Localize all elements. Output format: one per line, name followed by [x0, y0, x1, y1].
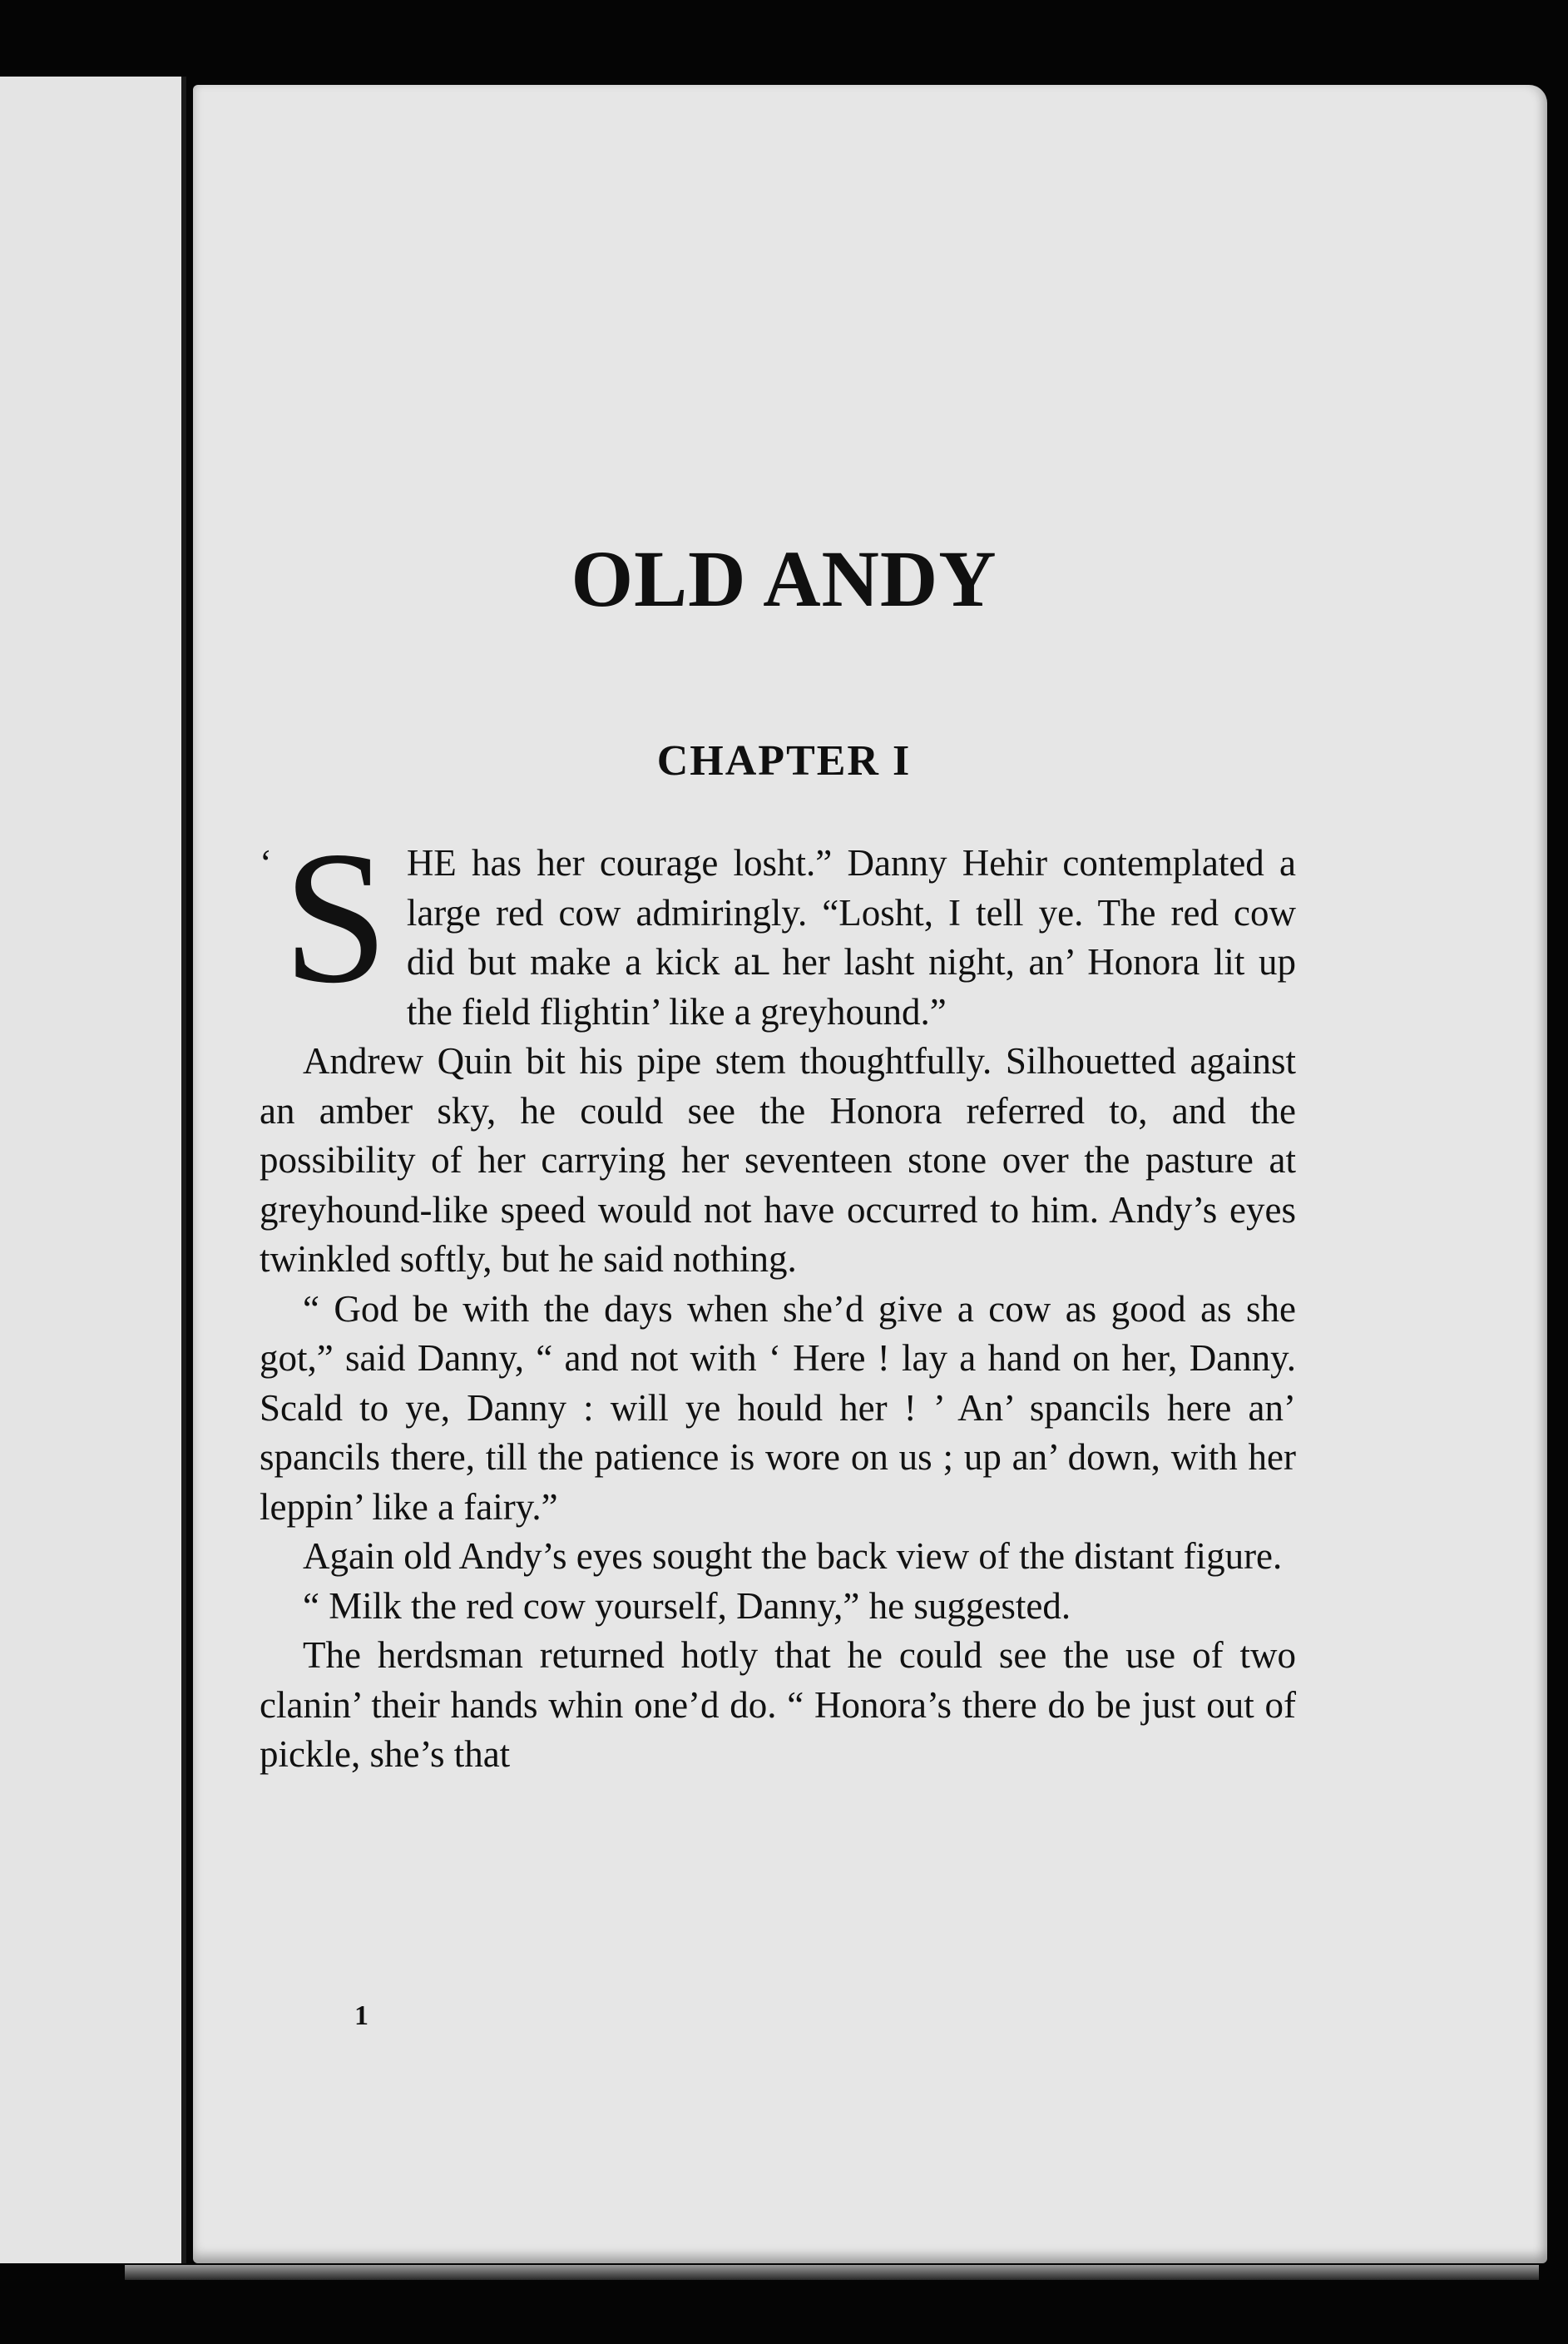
opening-paragraph-text: HE has her courage losht.” Danny Hehir contemplated a large red cow admiringly. “Losht, I tell ye. The red cow did but make a kick aւ her lasht night, an’ Honora lit up the field flightin’ like a greyhound.” [406, 842, 1296, 1033]
paragraph: Andrew Quin bit his pipe stem thoughtfully. Silhouetted against an amber sky, he could see the Honora referred to, and the possibility of her carrying her seventeen stone over the pasture at greyhound-like speed would not have occurred to him. Andy’s eyes twinkled softly, but he said nothing. [260, 1040, 1296, 1280]
drop-cap: S [283, 813, 388, 1023]
paragraph: Again old Andy’s eyes sought the back view of the distant figure. [303, 1535, 1283, 1577]
chapter-text [260, 813, 1296, 1780]
page-bottom-edge [125, 2265, 1539, 2280]
facing-page-edge [0, 77, 186, 2263]
opening-paragraph [260, 813, 1296, 1037]
paragraph: The herdsman returned hotly that he could see the use of two clanin’ their hands whin one’d do. “ Honora’s there do be just out of pickle, she’s that [260, 1634, 1296, 1775]
chapter-heading: CHAPTER I [656, 737, 912, 785]
paragraph: “ God be with the days when she’d give a cow as good as she got,” said Danny, “ and not with ‘ Here ! lay a hand on her, Danny. Scald to ye, Danny : will ye hould her ! ’ An’ spancils here an’ spancils there, till the patience is wore on us ; up an’ down, with her leppin’ like a fairy.” [260, 1287, 1296, 1528]
paragraph: “ Milk the red cow yourself, Danny,” he suggested. [303, 1584, 1071, 1627]
page-number: 1 [354, 2000, 369, 2031]
book-title: OLD ANDY [571, 534, 997, 623]
opening-quote-mark: ‘ [260, 842, 272, 884]
